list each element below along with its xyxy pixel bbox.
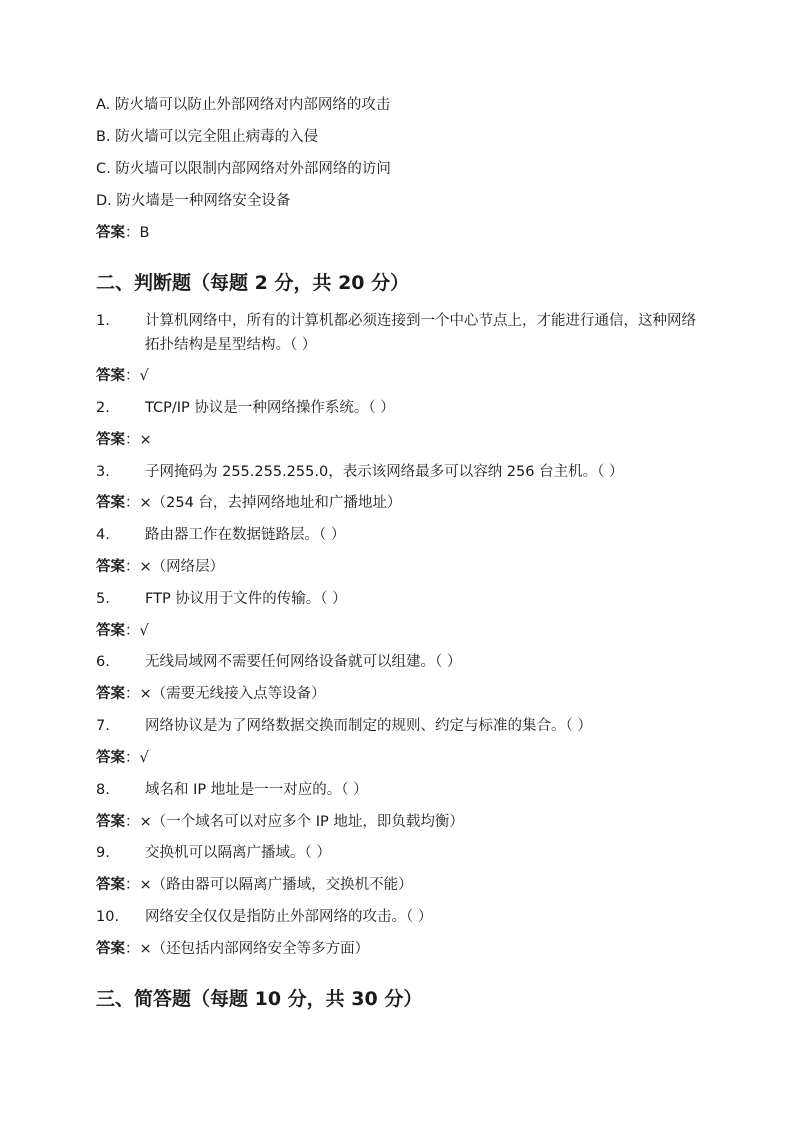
question-number: 1. [96,313,110,329]
question-text: 网络安全仅仅是指防止外部网络的攻击。（ ） [145,909,433,925]
question-text: 计算机网络中，所有的计算机都必须连接到一个中心节点上，才能进行通信，这种网络拓扑结构是星型结构。（ ） [145,313,696,353]
answer-line [96,875,413,895]
answer-separator: ： [125,225,140,241]
question-number: 4. [96,527,110,543]
answer-label: 答案 [96,941,125,957]
option-d: D. 防火墙是一种网络安全设备 [96,193,291,209]
answer-label: 答案 [96,750,125,766]
answer-line [96,493,401,513]
answer-value: × [139,432,152,448]
answer-label: 答案 [96,559,125,575]
answer-value: ×（还包括内部网络安全等多方面） [139,941,370,957]
section-heading-judgement: 二、判断题（每题 2 分，共 20 分） [96,272,410,294]
answer-label: 答案 [96,368,125,384]
question-text: 交换机可以隔离广播域。（ ） [145,845,331,861]
answer-value: √ [139,368,149,384]
question-text: FTP 协议用于文件的传输。（ ） [145,591,347,607]
answer-value: ×（一个域名可以对应多个 IP 地址，即负载均衡） [139,814,464,830]
option-c: C. 防火墙可以限制内部网络对外部网络的访问 [96,161,391,177]
answer-separator: ： [125,368,140,384]
question-text: 无线局域网不需要任何网络设备就可以组建。（ ） [145,654,462,670]
answer-line [96,684,326,704]
question-text: 域名和 IP 地址是一一对应的。（ ） [145,782,368,798]
option-a: A. 防火墙可以防止外部网络对内部网络的攻击 [96,97,391,113]
answer-value: √ [139,750,149,766]
answer-label: 答案 [96,623,125,639]
answer-separator: ： [125,623,140,639]
answer-separator: ： [125,814,140,830]
question-number: 6. [96,654,110,670]
question-text: 路由器工作在数据链路层。（ ） [145,527,346,543]
question-number: 10. [96,909,120,925]
answer-separator: ： [125,686,140,702]
section-heading-short-answer: 三、简答题（每题 10 分，共 30 分） [96,988,423,1010]
answer-value: ×（254 台，去掉网络地址和广播地址） [139,495,402,511]
answer-line [96,366,149,386]
answer-value: ×（网络层） [139,559,225,575]
answer-line [96,223,149,243]
question-text: TCP/IP 协议是一种网络操作系统。（ ） [145,400,395,416]
answer-value: ×（路由器可以隔离广播域，交换机不能） [139,877,413,893]
answer-line [96,430,152,450]
answer-line [96,557,224,577]
question-number: 5. [96,591,110,607]
option-b: B. 防火墙可以完全阻止病毒的入侵 [96,129,319,145]
answer-line [96,812,464,832]
answer-value: √ [139,623,149,639]
question-text: 子网掩码为 255.255.255.0，表示该网络最多可以容纳 256 台主机。（ ） [145,464,624,480]
answer-label: 答案 [96,814,125,830]
answer-label: 答案 [96,432,125,448]
question-text: 网络协议是为了网络数据交换而制定的规则、约定与标准的集合。（ ） [145,718,592,734]
answer-separator: ： [125,495,140,511]
answer-line [96,939,369,959]
answer-separator: ： [125,941,140,957]
answer-separator: ： [125,432,140,448]
answer-separator: ： [125,559,140,575]
question-number: 3. [96,464,110,480]
answer-value: ×（需要无线接入点等设备） [139,686,326,702]
answer-label: 答案 [96,495,125,511]
answer-label: 答案 [96,225,125,241]
answer-label: 答案 [96,686,125,702]
answer-separator: ： [125,877,140,893]
answer-separator: ： [125,750,140,766]
answer-label: 答案 [96,877,125,893]
question-number: 2. [96,400,110,416]
answer-line [96,621,149,641]
question-number: 9. [96,845,110,861]
question-number: 8. [96,782,110,798]
answer-value: B [139,225,150,241]
answer-line [96,748,149,768]
question-number: 7. [96,718,110,734]
